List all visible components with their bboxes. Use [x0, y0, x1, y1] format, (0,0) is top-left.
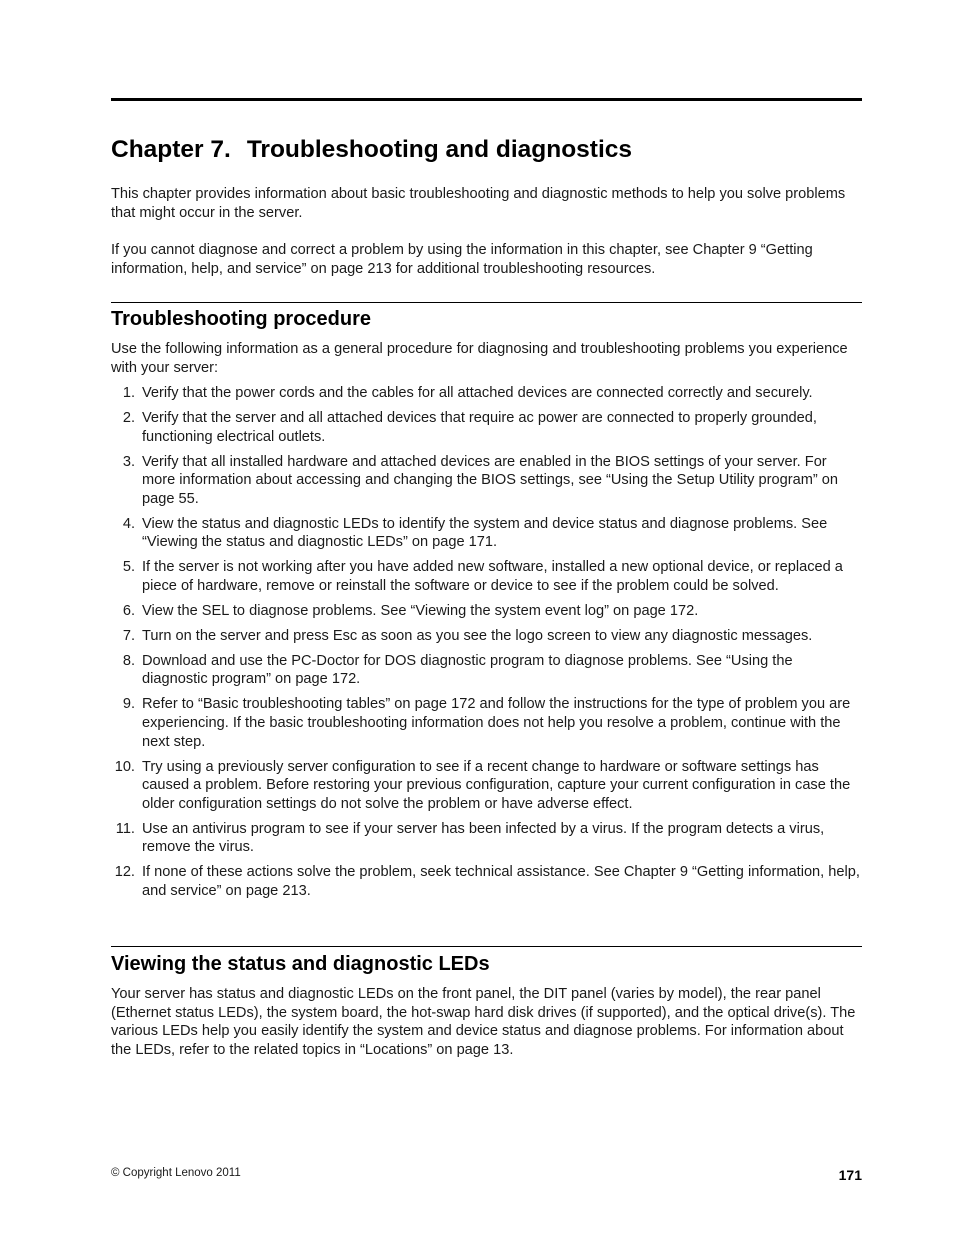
step-text: View the SEL to diagnose problems. See “Viewing the system event log” on page 172.	[142, 602, 699, 619]
chapter-title	[111, 134, 632, 166]
section-rule	[111, 302, 862, 303]
step-number: 3.	[122, 453, 135, 470]
procedure-step	[111, 652, 862, 689]
chapter-number: Chapter 7.	[111, 136, 231, 163]
chapter-title-text: Troubleshooting and diagnostics	[246, 136, 633, 163]
section-body-paragraph: Your server has status and diagnostic LEDs on the front panel, the DIT panel (varies by model), the rear panel (Ethernet status LEDs), the system board, the hot-swap hard disk drives (if supported), and the optical drive(s). The various LEDs help you easily identify the system and device status and diagnose problems. For information about the LEDs, refer to the related topics in “Locations” on page 13.	[111, 986, 856, 1059]
procedure-step	[111, 558, 862, 595]
step-number: 10.	[114, 758, 135, 775]
procedure-step	[111, 758, 862, 814]
procedure-step	[111, 695, 862, 751]
footer-page-number: 171	[838, 1167, 862, 1183]
step-text: If none of these actions solve the problem, seek technical assistance. See Chapter 9 “Getting information, help, and service” on page 213.	[142, 864, 860, 899]
step-number: 11.	[115, 820, 135, 837]
chapter-intro-paragraph: If you cannot diagnose and correct a problem by using the information in this chapter, see Chapter 9 “Getting information, help, and service” on page 213 for additional troubleshooting resources.	[111, 242, 813, 277]
step-text: Use an antivirus program to see if your server has been infected by a virus. If the program detects a virus, remove the virus.	[142, 820, 825, 856]
step-number: 2.	[122, 409, 135, 426]
step-text: Verify that the power cords and the cables for all attached devices are connected correctly and securely.	[142, 385, 813, 401]
chapter-intro-paragraph: This chapter provides information about basic troubleshooting and diagnostic methods to help you solve problems that might occur in the server.	[111, 186, 846, 221]
section-title-troubleshooting-procedure: Troubleshooting procedure	[111, 308, 372, 330]
procedure-step	[111, 602, 862, 621]
step-text: Try using a previously server configuration to see if a recent change to hardware or software settings has caused a problem. Before restoring your previous configuration, capture your current configuration in case the older configuration settings do not solve the problem or have adverse effect.	[142, 758, 851, 812]
section-intro-paragraph: Use the following information as a general procedure for diagnosing and troubleshooting problems you experience with your server:	[111, 341, 848, 376]
step-text: Download and use the PC-Doctor for DOS diagnostic program to diagnose problems. See “Using the diagnostic program” on page 172.	[142, 652, 793, 688]
procedure-step	[111, 627, 862, 646]
step-number: 4.	[122, 515, 135, 532]
section-title-viewing-leds: Viewing the status and diagnostic LEDs	[111, 953, 490, 975]
step-text: Verify that all installed hardware and attached devices are enabled in the BIOS settings of your server. For more information about accessing and changing the BIOS settings, see “Using the Setup Utility program” on page 55.	[142, 453, 839, 507]
step-text: Turn on the server and press Esc as soon as you see the logo screen to view any diagnostic messages.	[142, 627, 813, 644]
step-text: If the server is not working after you have added new software, installed a new optional device, or replaced a piece of hardware, remove or reinstall the software or device to see if the problem could be solved.	[142, 559, 843, 594]
step-number: 12.	[114, 864, 135, 881]
procedure-step	[111, 453, 862, 509]
chapter-rule	[111, 98, 862, 101]
procedure-step	[111, 409, 862, 446]
step-number: 8.	[122, 652, 135, 669]
step-number: 1.	[122, 385, 135, 401]
procedure-step	[111, 515, 862, 552]
step-text: Refer to “Basic troubleshooting tables” on page 172 and follow the instructions for the type of problem you are experiencing. If the basic troubleshooting information does not help you resolve a problem, continue with the next step.	[142, 696, 851, 750]
procedure-steps-list	[111, 384, 862, 907]
procedure-step	[111, 820, 862, 857]
footer-copyright: © Copyright Lenovo 2011	[111, 1167, 241, 1179]
step-number: 6.	[122, 602, 135, 619]
procedure-step	[111, 384, 862, 403]
procedure-step	[111, 863, 862, 900]
section-rule	[111, 946, 862, 947]
step-number: 5.	[122, 559, 135, 576]
step-text: Verify that the server and all attached devices that require ac power are connected to properly grounded, functioning electrical outlets.	[142, 409, 817, 445]
step-number: 7.	[122, 627, 135, 644]
step-text: View the status and diagnostic LEDs to identify the system and device status and diagnose problems. See “Viewing the status and diagnostic LEDs” on page 171.	[142, 515, 828, 551]
step-number: 9.	[122, 696, 135, 713]
